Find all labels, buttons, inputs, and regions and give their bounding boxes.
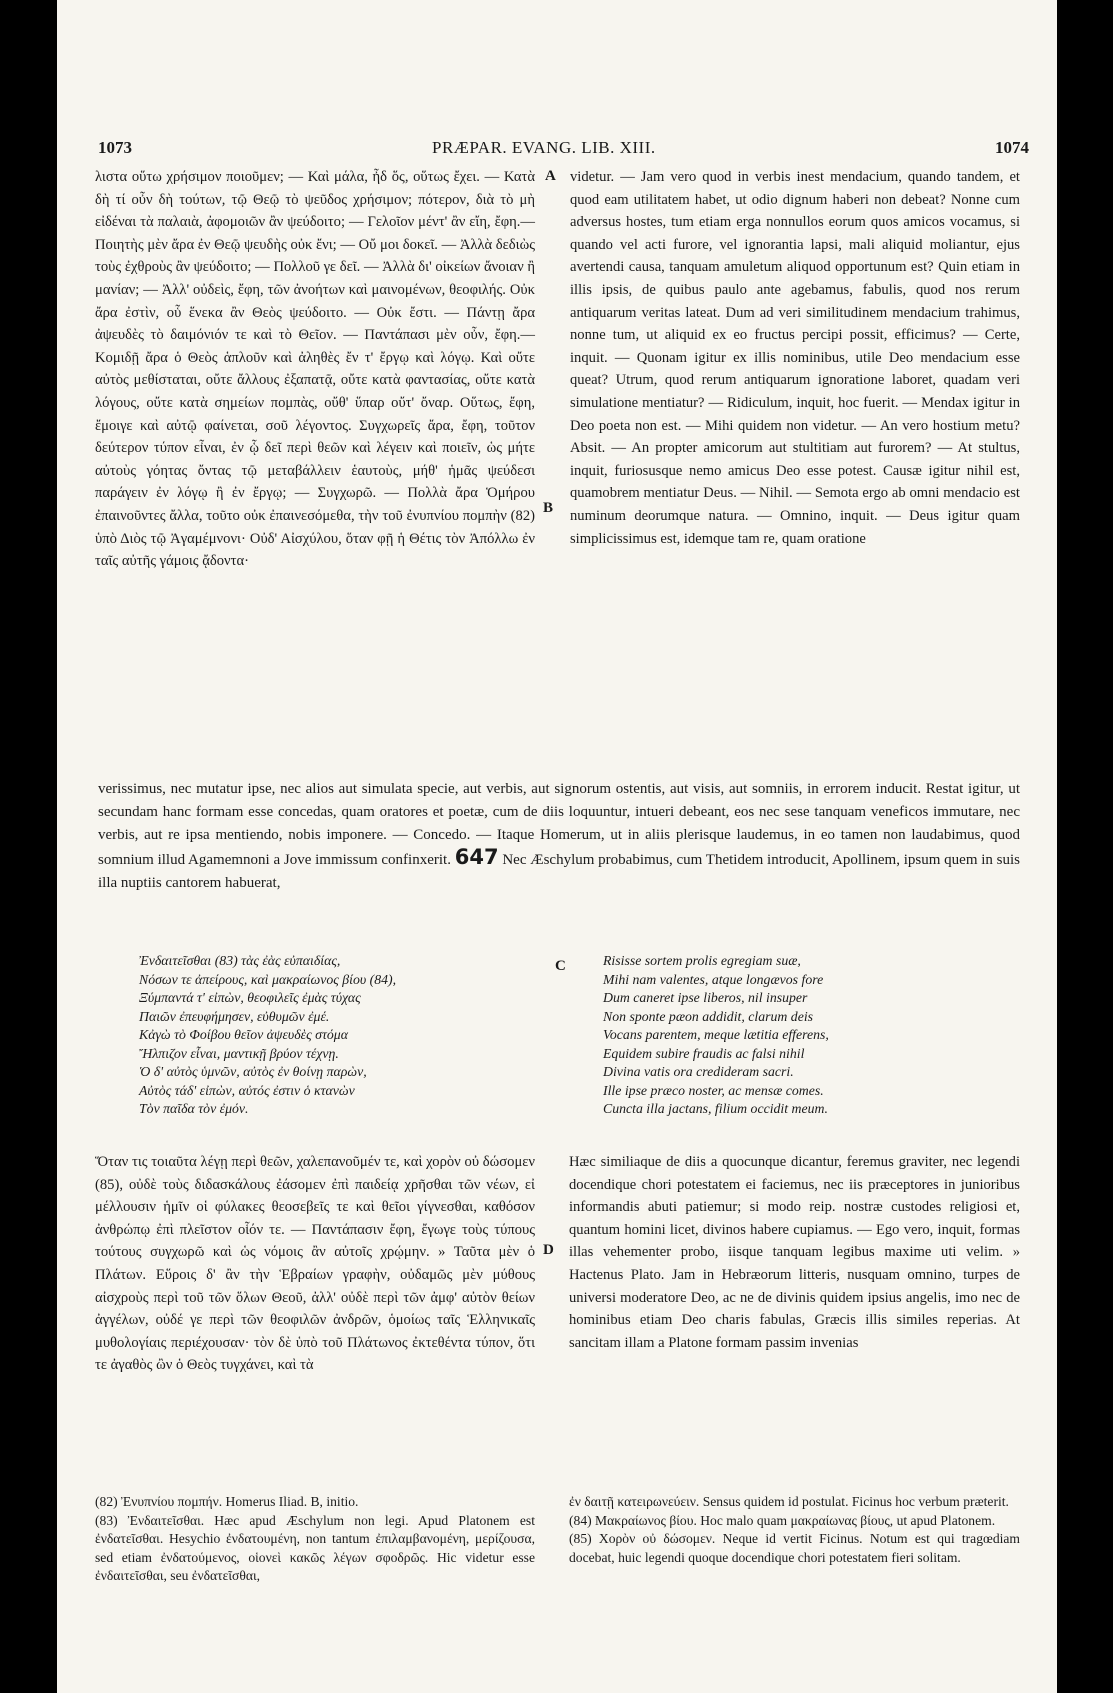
latin-column-bottom [569,1151,1020,1354]
verse-line: Risisse sortem prolis egregiam suæ, [603,953,801,968]
verse-line: Divina vatis ora credideram sacri. [603,1064,794,1079]
greek-column-bottom [95,1151,535,1377]
margin-marker-a: A [545,168,556,184]
verse-line: Παιῶν ἐπευφήμησεν, εὐθυμῶν ἐμέ. [139,1008,330,1024]
greek-paragraph: λιστα οὕτω χρήσιμον ποιοῦμεν; — Καὶ μάλα, ἦδ ὅς, οὕτως ἔχει. — Κατὰ δὴ τί οὖν δὴ τούτων, τῷ Θεῷ τὸ ψεῦδος χρήσιμον; πότερον, διὰ τὸ μὴ εἰδέναι τὰ παλαιὰ, ἀφομοιῶν ἂν ψεύδοιτο; — Γελοῖον μέντ' ἂν εἴη, ἔφη.— Ποιητὴς μὲν ἄρα ἐν Θεῷ ψευδὴς οὐκ ἔνι; — Οὔ μοι δοκεῖ. — Ἀλλὰ δεδιὼς τοὺς ἐχθροὺς ἂν ψεύδοιτο; — Πολλοῦ γε δεῖ. — Ἀλλὰ δι' οἰκείων ἄνοιαν ἢ μανίαν; — Ἀλλ' οὐδεὶς, ἔφη, τῶν ἀνοήτων καὶ μαινομένων, θεοφιλής. Οὐκ ἄρα ἐστὶν, οὗ ἕνεκα ἂν Θεὸς ψεύδοιτο. — Οὐκ ἔστι. — Πάντῃ ἄρα ἀψευδὲς τὸ δαιμόνιόν τε καὶ τὸ Θεῖον. — Παντάπασι μὲν οὖν, ἔφη.—Κομιδῇ ἄρα ὁ Θεὸς ἁπλοῦν καὶ ἀληθὲς ἔν τ' ἔργῳ καὶ λόγῳ. Καὶ οὔτε αὐτὸς μεθίσταται, οὔτε ἄλλους ἐξαπατᾷ, οὔτε κατὰ φαντασίας, οὔτε κατὰ λόγους, οὔτε κατὰ σημείων πομπὰς, οὔθ' ὕπαρ οὔτ' ὄναρ. Οὕτως, ἔφη, ἔμοιγε καὶ αὐτῷ φαίνεται, σοῦ λέγοντος. Συγχωρεῖς ἄρα, ἔφη, τοῦτον δεύτερον τύπον εἶναι, ἐν ᾧ δεῖ περὶ θεῶν καὶ λέγειν καὶ ποιεῖν, ὡς μήτε αὐτοὺς γόητας ὄντας τῷ μεταβάλλειν ἑαυτοὺς, μήθ' ἡμᾶς ψεύδεσι παράγειν ἐν λόγῳ ἢ ἐν ἔργῳ; — Συγχωρῶ. — Πολλὰ ἄρα Ὁμήρου ἐπαινοῦντες ἄλλα, τοῦτο οὐκ ἐπαινεσόμεθα, τὴν τοῦ ἐνυπνίου πομπὴν (82) ὑπὸ Διὸς τῷ Ἀγαμέμνονι· Οὐδ' Αἰσχύλου, ὅταν φῇ ἡ Θέτις τὸν Ἀπόλλω ἐν ταῖς αὐτῆς γάμοις ᾄδοντα· [95,169,535,570]
verse-line: Ille ipse præco noster, ac mensæ comes. [603,1082,824,1098]
verse-line: Equidem subire fraudis ac falsi nihil [603,1045,805,1061]
footnote: (83) Ἐνδαιτεῖσθαι. Hæc apud Æschylum non legi. Apud Platonem est ἐνδατεῖσθαι. Hesychio ἐνδατουμένη, non tantum ἐπιλαμβανομένη, μερίζουσα, sed etiam ἐνδατούμενος, οἱονεὶ κακῶς λέγων σφοδρῶς. Hic videtur esse ἐνδαιτεῖσθαι, seu ἐνδατεῖσθαι, [95,1512,535,1584]
greek-column-top [95,166,535,573]
margin-marker-c: C [555,958,566,974]
verse-line: Dum caneret ipse liberos, nil insuper [603,990,808,1005]
verse-line: Ἐνδαιτεῖσθαι (83) τὰς ἐὰς εὐπαιδίας, [139,953,341,968]
right-page-number: 1074 [995,138,1029,157]
latin-paragraph: Hæc similiaque de diis a quocunque dicantur, feremus graviter, nec legendi docendique chori potestatem ei faciemus, nec iis præceptores in junioribus informandis abuti patiemur; si modo reip. nostræ custodes religiosi et, quantum homini licet, divinos habere cupiamus. — Ego vero, inquit, formas illas vehementer probo, iisque tanquam legibus maxime uti velim. » Hactenus Plato. Jam in Hebræorum litteris, nusquam omnino, turpes de universi moderatore Deo, ac ne de divinis quidem ipsius angelis, imo nec de hominibus etiam Deo charis fabulas, Græcis illis similes reperias. At sancitam illam a Platone formam passim invenias [569,1154,1020,1351]
greek-paragraph: Ὅταν τις τοιαῦτα λέγῃ περὶ θεῶν, χαλεπανοῦμέν τε, καὶ χορὸν οὐ δώσομεν (85), οὐδὲ τοὺς διδασκάλους ἐάσομεν ἐπὶ παιδείᾳ χρῆσθαι τῶν νέων, εἰ μέλλουσιν ἡμῖν οἱ φύλακες θεοσεβεῖς τε καὶ θεῖοι γίγνεσθαι, καθόσον ἀνθρώπῳ ἐπὶ πλεῖστον οἷόν τε. — Παντάπασιν ἔφη, ἔγωγε τοὺς τύπους τούτους συγχωρῶ καὶ ὡς νόμοις ἂν αὐτοῖς χρῴμην. » Ταῦτα μὲν ὁ Πλάτων. Εὕροις δ' ἂν τὴν Ἑβραίων γραφὴν, οὐδαμῶς μὲν μύθους αἰσχροὺς περὶ τοῦ τῶν ὅλων Θεοῦ, ἀλλ' οὐδὲ περὶ τῶν ἀμφ' αὐτὸν θείων ἀγγέλων, οὐδέ γε περὶ τῶν θεοφιλῶν ἀνδρῶν, ὁμοίως ταῖς Ἑλληνικαῖς μυθολογίαις περιέχουσαν· τὸν δὲ ὑπὸ τοῦ Πλάτωνος ἐκτεθέντα τύπον, ὅτι τε ἀγαθὸς ὢν ὁ Θεὸς τυγχάνει, καὶ τὰ [95,1154,535,1374]
left-page-number: 1073 [98,138,132,157]
margin-marker-d: D [543,1242,554,1258]
verse-line: Τὸν παῖδα τὸν ἐμόν. [139,1101,249,1116]
greek-verse-block [139,952,396,1119]
verse-line: Αὐτὸς τάδ' εἰπὼν, αὐτός ἐστιν ὁ κτανὼν [139,1082,355,1098]
translation-text-continued: Nec Æschylum probabimus, cum Thetidem introducit, Apollinem, ipsum quem in suis illa nuptiis cantorem habuerat, [98,852,1021,892]
footnote: ἐν δαιτῇ κατειρωνεύειν. Sensus quidem id postulat. Ficinus hoc verbum præterit. [569,1494,1009,1509]
footnote: (85) Χορὸν οὐ δώσομεν. Neque id vertit Ficinus. Notum est qui tragœdiam docebat, huic legendi quoque docendique chori potestatem fieri solitam. [569,1531,1020,1565]
footnotes-left [95,1493,535,1586]
running-title: PRÆPAR. EVANG. LIB. XIII. [432,138,656,157]
inline-page-number: 647 [454,845,499,870]
verse-line: Non sponte pæon addidit, clarum deis [603,1008,814,1024]
footnote: (82) Ἐνυπνίου πομπήν. Homerus Iliad. B, initio. [95,1494,359,1509]
verse-line: Νόσων τε ἀπείρους, καὶ μακραίωνος βίου (84), [139,971,397,987]
verse-line: Ξύμπαντά τ' εἰπὼν, θεοφιλεῖς ἐμὰς τύχας [139,990,361,1005]
latin-verse-block [603,952,829,1119]
footnote: (84) Μακραίωνος βίου. Hoc malo quam μακραίωνας βίους, ut apud Platonem. [569,1512,996,1528]
translation-text: verissimus, nec mutatur ipse, nec alios aut simulata specie, aut verbis, aut signorum ostentis, aut visis, aut somniis, in errorem inducit. Restat igitur, ut secundam hanc formam esse concedas, quam oratores et poetæ, cum de diis loquuntur, intueri debeant, eos nec sese tanquam veneficos immutare, nec verbis, aut re ipsa mentiendo, nobis imponere. — Concedo. — Itaque Homerum, ut in aliis plerisque laudemus, in eo tamen non laudabimus, quod somnium illud Agamemnoni a Jove immissum confinxerit. [98,781,1020,869]
verse-line: Ὁ δ' αὐτὸς ὑμνῶν, αὐτὸς ἐν θοίνῃ παρὼν, [139,1064,367,1079]
verse-line: Ἤλπιζον εἶναι, μαντικῇ βρύον τέχνῃ. [139,1045,339,1061]
margin-marker-b: B [543,500,554,516]
full-width-translation [98,778,1020,895]
verse-line: Κἀγὼ τὸ Φοίβου θεῖον ἀψευδὲς στόμα [139,1027,348,1042]
footnotes-right [569,1493,1020,1567]
latin-column-top [570,166,1020,550]
verse-line: Mihi nam valentes, atque longævos fore [603,971,824,987]
latin-paragraph: videtur. — Jam vero quod in verbis inest mendacium, quando tandem, et quod eam utilitatem habet, ut odio dignum haberi non debeat? Nonne cum adversus hostes, tum etiam erga nonnullos eorum quos amicos vocamus, si quando vel acti furore, vel ignorantia lapsi, mali aliquid moliantur, ejus avertendi causa, tanquam amuletum aliquod opportunum est? Quin etiam in illis ipsis, de quibus paulo ante agebamus, fabulis, quod nos rerum antiquarum veritas lateat. Dum ad veri similitudinem mendacium trahimus, nonne tum, ut aliquid ex eo fructus percipi possit, efficimus? — Certe, inquit. — Quonam igitur ex illis nominibus, utile Deo mendacium esse queat? Utrum, quod rerum antiquarum ignoratione laboret, quadam veri simulatione mentiatur? — Ridiculum, inquit, hoc fuerit. — Mendax igitur in Deo poeta non est. — Mihi quidem non videtur. — An vero hostium metu? Absit. — An propter amicorum aut stultitiam aut furorem? — At stultus, inquit, furiosusque nemo amicus Deo esse potest. Causæ igitur nihil est, quamobrem mentiatur Deus. — Nihil. — Semota ergo ab omni mendacio est numinum deorumque natura. — Omnino, inquit. — Deus igitur quam simplicissimus est, idemque tam re, quam oratione [570,169,1020,547]
verse-line: Vocans parentem, meque lætitia efferens, [603,1027,829,1042]
book-page [57,0,1057,1693]
verse-line: Cuncta illa jactans, filium occidit meum. [603,1101,828,1116]
